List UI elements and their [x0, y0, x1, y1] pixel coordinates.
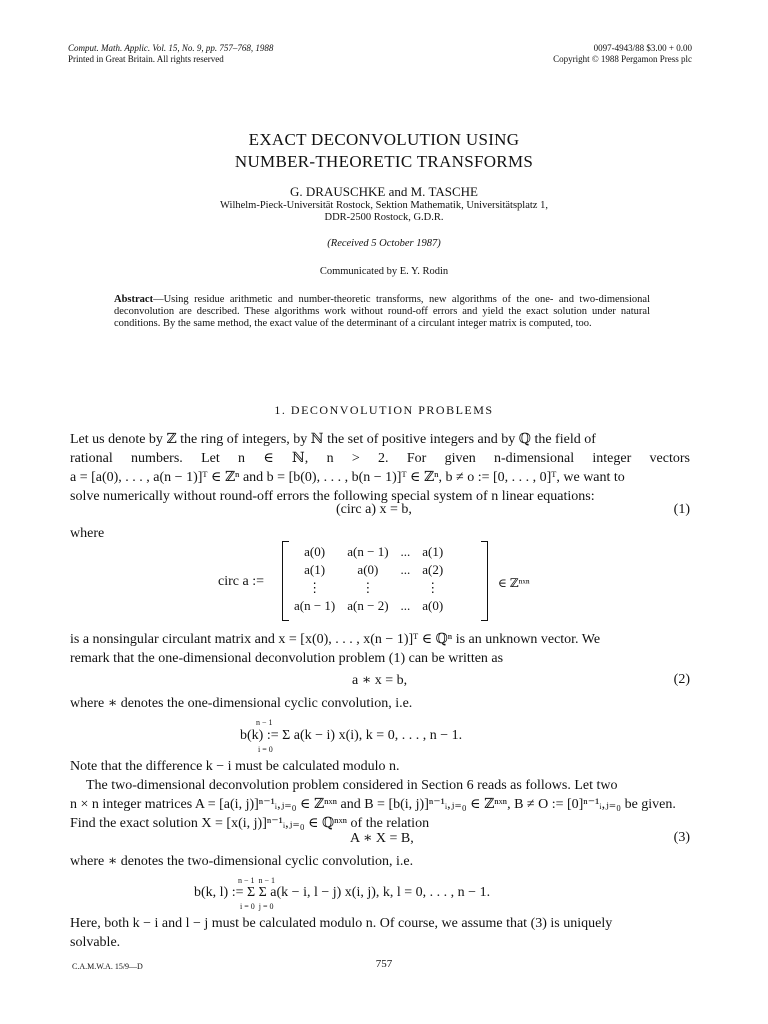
issn-price: 0097-4943/88 $3.00 + 0.00 [593, 43, 692, 53]
right-bracket [481, 541, 488, 621]
paragraph-3 [70, 757, 690, 833]
equation-3: A ∗ X = B, [350, 831, 414, 846]
where-label-3: where ∗ denotes the two-dimensional cyclic convolution, i.e. [70, 854, 414, 869]
paragraph-1 [70, 430, 690, 506]
footer-code: C.A.M.W.A. 15/9—D [72, 962, 143, 971]
matrix-row [288, 597, 449, 615]
where-label-1: where [70, 526, 105, 541]
matrix-cell: a(1) [304, 562, 326, 577]
paragraph-line: n × n integer matrices A = [a(i, j)]ⁿ⁻¹ᵢ,ⱼ₌₀ ∈ ℤⁿˣⁿ and B = [b(i, j)]ⁿ⁻¹ᵢ,ⱼ₌₀ ∈ ℤⁿˣⁿ, B ≠ O := [0]ⁿ⁻¹ᵢ,ⱼ₌₀ be given. [70, 797, 676, 812]
convolution-1d: b(k) := Σ a(k − i) x(i), k = 0, . . . , n − 1. [240, 728, 463, 743]
received-date: (Received 5 October 1987) [327, 238, 441, 249]
page-number: 757 [375, 958, 393, 970]
paper-title-line-2: NUMBER-THEORETIC TRANSFORMS [234, 152, 534, 171]
equation-2-number: (2) [673, 672, 690, 687]
abstract-text: —Using residue arithmetic and number-theoretic transforms, new algorithms of the one- and two-dimensional deconvolution are described. These algorithms work without round-off errors and yield the exact solution under natural conditions. By the same method, the exact value of the determinant of a circulant integer matrix is computed, too. [114, 294, 650, 329]
affiliation-line-2: DDR-2500 Rostock, G.D.R. [324, 212, 444, 223]
paragraph-line: solve numerically without round-off errors the following special system of n linear equations: [70, 489, 595, 504]
matrix-cell: a(n − 1) [294, 598, 336, 613]
matrix-cell: a(0) [422, 598, 444, 613]
matrix-cell: a(n − 1) [347, 544, 389, 559]
paragraph-line: The two-dimensional deconvolution problem considered in Section 6 reads as follows. Let two [86, 778, 618, 793]
paragraph-2 [70, 630, 690, 668]
matrix-cell: ⋮ [426, 580, 440, 595]
matrix-cell [395, 579, 417, 597]
matrix-cell: a(0) [304, 544, 326, 559]
matrix-cell: ⋮ [361, 580, 375, 595]
matrix-cell: a(2) [422, 562, 444, 577]
paragraph-line: Find the exact solution X = [x(i, j)]ⁿ⁻¹ᵢ,ⱼ₌₀ ∈ ℚⁿˣⁿ of the relation [70, 816, 430, 831]
circ-matrix-label: circ a := [218, 574, 264, 589]
affiliation-line-1: Wilhelm-Pieck-Universität Rostock, Sektion Mathematik, Universitätsplatz 1, [220, 200, 548, 211]
matrix-entries [288, 543, 449, 615]
copyright-notice: Copyright © 1988 Pergamon Press plc [553, 54, 692, 64]
matrix-cell: ⋮ [308, 580, 322, 595]
paragraph-line: a = [a(0), . . . , a(n − 1)]ᵀ ∈ ℤⁿ and b = [b(0), . . . , b(n − 1)]ᵀ ∈ ℤⁿ, b ≠ o := [0, . . . , 0]ᵀ, we want to [70, 470, 625, 485]
matrix-cell: a(n − 2) [347, 598, 389, 613]
paragraph-line: Note that the difference k − i must be calculated modulo n. [70, 759, 400, 774]
abstract [114, 294, 650, 330]
equation-2: a ∗ x = b, [352, 673, 408, 688]
double-sum-upper-limits: n − 1 n − 1 [238, 876, 276, 885]
matrix-row [288, 561, 449, 579]
print-notice: Printed in Great Britain. All rights reserved [68, 54, 224, 64]
paragraph-line: solvable. [70, 935, 121, 950]
paragraph-4 [70, 914, 690, 952]
journal-header-left [68, 43, 273, 65]
matrix-cell: ... [400, 598, 411, 613]
communicated-by: Communicated by E. Y. Rodin [319, 266, 449, 277]
paragraph-line: rational numbers. Let n ∈ ℕ, n > 2. For given n-dimensional integer vectors [70, 451, 690, 466]
where-label-2: where ∗ denotes the one-dimensional cyclic convolution, i.e. [70, 696, 413, 711]
matrix-row [288, 579, 449, 597]
equation-1-number: (1) [673, 502, 690, 517]
journal-header-right [553, 43, 692, 65]
matrix-cell: ... [400, 544, 411, 559]
circulant-matrix [282, 541, 488, 621]
paragraph-line: Let us denote by ℤ the ring of integers, by ℕ the set of positive integers and by ℚ the field of [70, 432, 596, 447]
matrix-row [288, 543, 449, 561]
equation-3-number: (3) [673, 830, 690, 845]
matrix-cell: a(1) [422, 544, 444, 559]
paragraph-line: remark that the one-dimensional deconvolution problem (1) can be written as [70, 651, 504, 666]
convolution-2d: b(k, l) := Σ Σ a(k − i, l − j) x(i, j), k, l = 0, . . . , n − 1. [194, 885, 491, 900]
paper-title-line-1: EXACT DECONVOLUTION USING [248, 130, 520, 149]
matrix-space: ∈ ℤⁿˣⁿ [498, 576, 530, 590]
paragraph-line: is a nonsingular circulant matrix and x = [x(0), . . . , x(n − 1)]ᵀ ∈ ℚⁿ is an unknown vector. We [70, 632, 601, 647]
abstract-label: Abstract [114, 294, 154, 305]
equation-1: (circ a) x = b, [336, 502, 412, 517]
section-heading: 1. DECONVOLUTION PROBLEMS [274, 403, 494, 417]
sum-upper-limit: n − 1 [256, 718, 273, 727]
matrix-cell: ... [400, 562, 411, 577]
journal-citation: Comput. Math. Applic. Vol. 15, No. 9, pp. 757–768, 1988 [68, 43, 274, 53]
double-sum-lower-limits: i = 0 j = 0 [240, 902, 274, 911]
matrix-cell: a(0) [357, 562, 379, 577]
authors: G. DRAUSCHKE and M. TASCHE [290, 184, 478, 199]
sum-lower-limit: i = 0 [258, 745, 273, 754]
paragraph-line: Here, both k − i and l − j must be calculated modulo n. Of course, we assume that (3) is uniquely [70, 916, 613, 931]
